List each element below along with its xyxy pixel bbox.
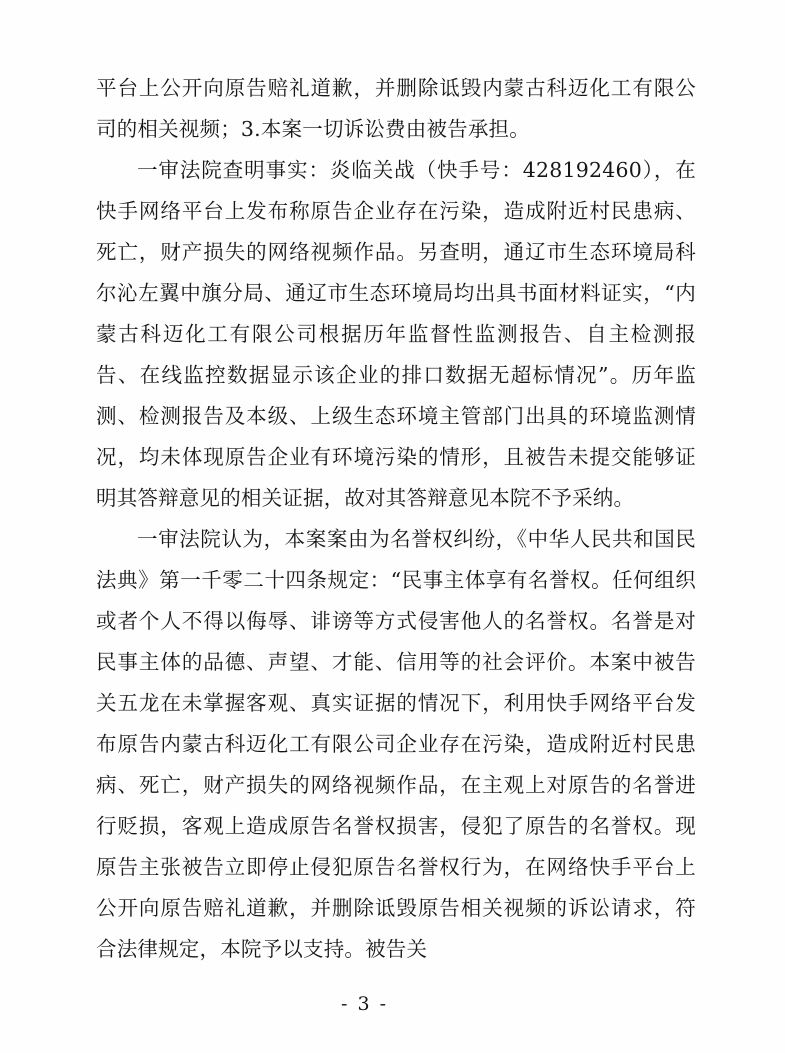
- paragraph-first-instance-facts: 一审法院查明事实：炎临关战（快手号：428192460），在快手网络平台上发布称原告企业存在污染，造成附近村民患病、死亡，财产损失的网络视频作品。另查明，通辽市生态环境局科尔沁左翼中旗分局、通辽市生态环境局均出具书面材料证实，“内蒙古科迈化工有限公司根据历年监督性监测报告、自主检测报告、在线监控数据显示该企业的排口数据无超标情况”。历年监测、检测报告及本级、上级生态环境主管部门出具的环境监测情况，均未体现原告企业有环境污染的情形，且被告未提交能够证明其答辩意见的相关证据，故对其答辩意见本院不予采纳。: [96, 158, 696, 510]
- document-body: [96, 68, 696, 970]
- paragraph-continued-claims: 平台上公开向原告赔礼道歉，并删除诋毁内蒙古科迈化工有限公司的相关视频；3.本案一切诉讼费由被告承担。: [96, 76, 696, 141]
- page-number: - 3 -: [340, 993, 388, 1015]
- paragraph-first-instance-holding: 一审法院认为，本案案由为名誉权纠纷，《中华人民共和国民法典》第一千零二十四条规定：“民事主体享有名誉权。任何组织或者个人不得以侮辱、诽谤等方式侵害他人的名誉权。名誉是对民事主体的品德、声望、才能、信用等的社会评价。本案中被告关五龙在未掌握客观、真实证据的情况下，利用快手网络平台发布原告内蒙古科迈化工有限公司企业存在污染，造成附近村民患病、死亡，财产损失的网络视频作品，在主观上对原告的名誉进行贬损，客观上造成原告名誉权损害，侵犯了原告的名誉权。现原告主张被告立即停止侵犯原告名誉权行为，在网络快手平台上公开向原告赔礼道歉，并删除诋毁原告相关视频的诉讼请求，符合法律规定，本院予以支持。被告关: [96, 527, 696, 961]
